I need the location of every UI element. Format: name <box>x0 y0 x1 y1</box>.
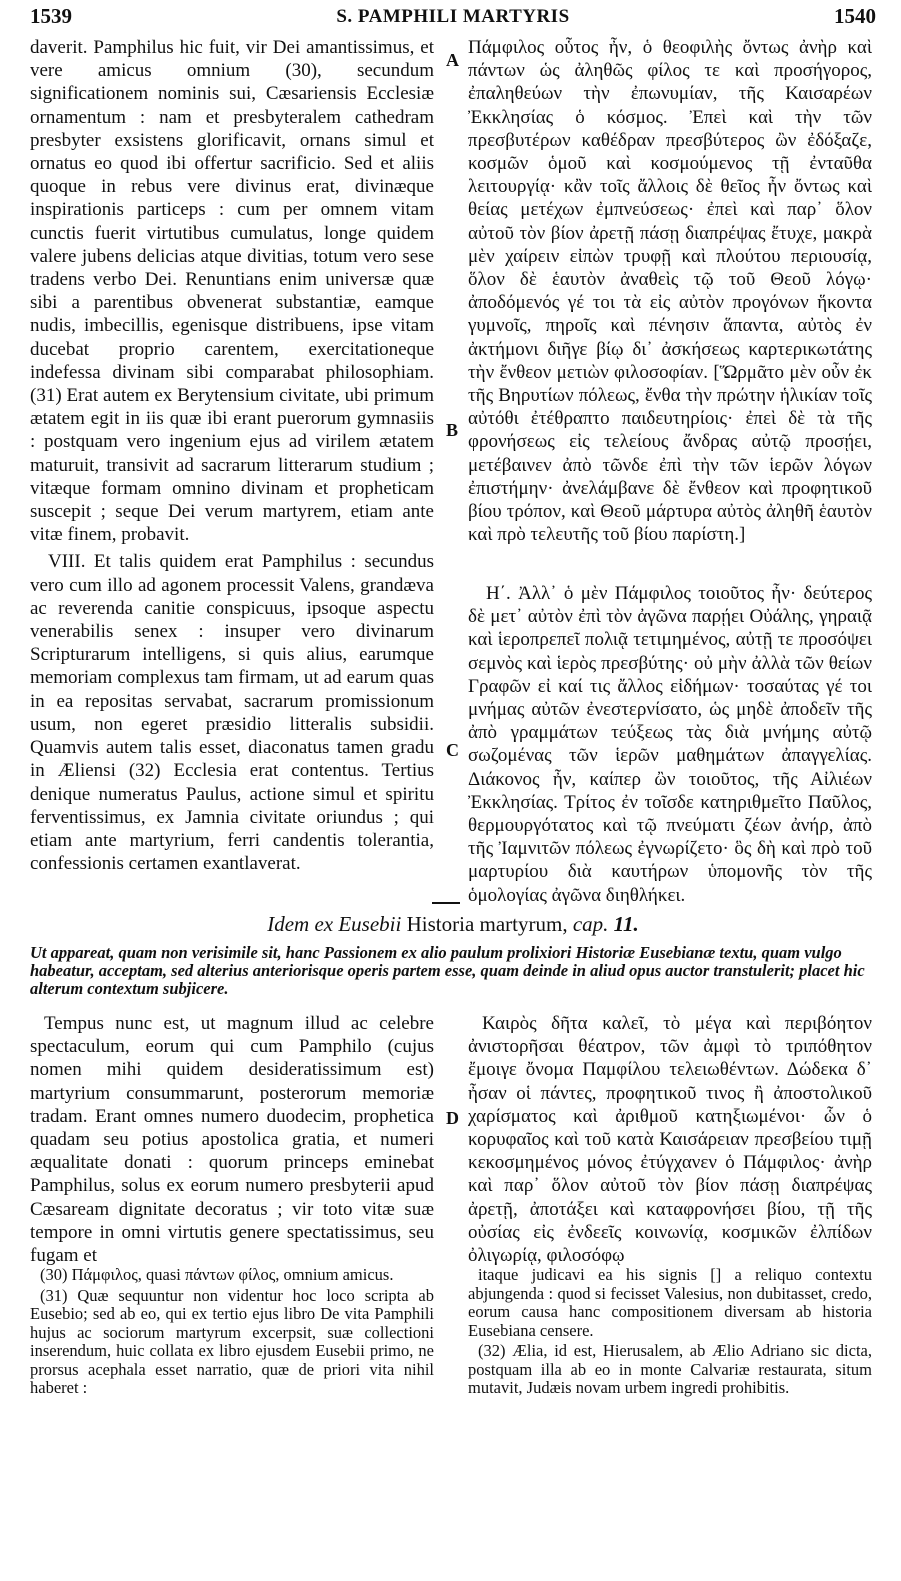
latin-paragraph: Tempus nunc est, ut magnum illud ac celebre spectaculum, eorum qui cum Pamphilo (cujus nomen mihi quidem desideratissimum est) martyrium consummarunt, posterorum memoriæ tradam. Erant omnes numero duodecim, prophetica quadam seu potius apostolica gratia, et numeri æqualitate donati : quorum princeps eminebat Pamphilus, solus ex eorum numero presbyterii apud Cæsaream dignitate decoratus ; vir toto vitæ suæ tempore in omni virtutis genere spectatissimus, seu fugam et <box>30 1013 434 1267</box>
running-title: S. PAMPHILI MARTYRIS <box>336 6 570 27</box>
latin-paragraph: daverit. Pamphilus hic fuit, vir Dei amantissimus, et vere amicus omnium (30), secundum significationem nominis sui, Cæsariensis Ecclesiæ ornamentum : nam et presbyteralem cathedram presbyter exsistens glorificavit, ornans simul et ornatus eo quod ibi offertur sacrificio. Sed et aliis quoque in rebus vere divinus erat, divinæque inspirationis particeps : cum per omnem vitam cunctis fuerit virtutibus cumulatus, longe quidem valere jubens delicias atque divitias, totum vero sese tradens verbo Dei. Renuntians enim universæ quæ sibi a parentibus obvenerat substantiæ, eamque nudis, imbecillis, egenisque distribuens, ipse vitam ducebat proprio carentem, exercitationeque indefessa divinam sibi comparabat philosophiam. (31) Erat autem ex Berytensium civitate, ubi primum ætatem egit in iis quæ ibi erant puerorum gymnasiis : postquam vero ingenium ejus ad virilem ætatem maturuit, transivit ad sacrarum litterarum studium ; vitæque formam omnino divinam et propheticam suscepit ; seque Dei verum martyrem, etiam ante vitæ finem, probavit. <box>30 37 434 546</box>
page-number-left: 1539 <box>30 4 72 28</box>
greek-paragraph: Η΄. Ἀλλ᾽ ὁ μὲν Πάμφιλος τοιοῦτος ἦν· δεύτερος δὲ μετ᾽ αὐτὸν ἐπὶ τὸν ἀγῶνα παρῄει Οὐάλης, γηραιᾷ καὶ ἱεροπρεπεῖ πολιᾷ τετιμημένος, αὐτῇ τε προσόψει σεμνὸς καὶ ἱερὸς πρεσβύτης· οὐ μὴν ἀλλὰ τῶν θείων Γραφῶν εἰ καί τις ἄλλος εἰδήμων· τοσαύτας γέ τοι μνήμας αὐτῶν ἐνεστερνίσατο, ὡς μηδὲ ἀποδεῖν τῆς ἀπὸ γραμμάτων τεύξεως τὰς διὰ μνήμης αὐτῷ σωζομένας τῶν ἱερῶν μαθημάτων ἀπαγγελίας. Διάκονος ἦν, καίπερ ὢν τοιοῦτος, τῆς Αἰλιέων Ἐκκλησίας. Τρίτος ἐν τοῖσδε κατηριθμεῖτο Παῦλος, θερμουργότατος καὶ τῷ πνεύματι ζέων ἀνήρ, ἀπὸ τῆς Ἰαμνιτῶν πόλεως ἐγνωρίζετο· ὃς δὴ καὶ πρὸ τοῦ μαρτυρίου διὰ καυτήρων ὑπομονῆς τὸν τῆς ὁμολογίας ἀγῶνα διηθλήκει. <box>468 583 872 906</box>
greek-column-top <box>468 36 872 546</box>
latin-paragraph: VIII. Et talis quidem erat Pamphilus : secundus vero cum illo ad agonem processit Valens, grandæva ac reverenda canitie conspicuus, ipsoque aspectu venerabilis senex : insuper vero divinarum Scripturarum intelligens, si quis alius, earumque memoriam complexus tam firmam, ut ad earum quas in ea repositas servabat, sacrarum promissionum usum, non egeret præsidio litteralis subsidii. Quamvis autem talis esset, diaconatus tamen gradu in Æliensi (32) Ecclesia erat contentus. Tertius denique numeratus Paulus, actione simul et spiritu ferventissimus, ex Jamnia civitate oriundus ; qui etiam ante martyrium, ferri candentis tolerantia, confessionis certamen exantlaverat. <box>30 551 434 875</box>
footnote-30: (30) Πάμφιλος, quasi πάντων φίλος, omnium amicus. <box>40 1265 394 1284</box>
heading-roman-part: Historia martyrum, <box>406 912 568 936</box>
footnotes-right <box>468 1266 872 1400</box>
section-heading <box>30 912 876 937</box>
footnotes-left <box>30 1266 434 1400</box>
heading-cap: cap. <box>572 912 609 936</box>
section-divider <box>432 902 460 904</box>
footnote-31-continued: itaque judicavi ea his signis [] a reliquo contextu abjungenda : quod si fecisset Valesius, non dubitasset, credo, eorum causa hanc compositionem diversam ab historia Eusebiana censere. <box>468 1265 872 1340</box>
heading-chapter-number: 11. <box>613 912 639 936</box>
margin-letter-a: A <box>446 50 459 70</box>
greek-column-top-section-2 <box>468 582 872 907</box>
margin-letter-b: B <box>446 420 459 440</box>
footnote-32: (32) Ælia, id est, Hierusalem, ab Ælio Adriano sic dicta, postquam illa ab eo in monte Calvariæ restaurata, situm mutavit, Judæis novam urbem ingredi prohibitis. <box>468 1341 872 1397</box>
latin-column-bottom <box>30 1012 434 1267</box>
greek-column-bottom <box>468 1012 872 1267</box>
latin-column-top <box>30 36 434 875</box>
margin-letter-c: C <box>446 740 459 760</box>
running-header <box>30 4 876 34</box>
greek-paragraph: Καιρὸς δῆτα καλεῖ, τὸ μέγα καὶ περιβόητον ἀνιστορῆσαι θέατρον, τῶν ἀμφὶ τὸ τριπόθητον ἔμοιγε ὄνομα Παμφίλου τελειωθέντων. Δώδεκα δ᾽ ἦσαν οἱ πάντες, προφητικοῦ τινος ἢ ἀποστολικοῦ χαρίσματος καὶ ἀριθμοῦ κατηξιωμένοι· ὧν ὁ κορυφαῖος καὶ τοῦ κατὰ Καισάρειαν πρεσβείου τιμῇ κεκοσμημένος μόνος ἐτύγχανεν ὁ Πάμφιλος· ἀνὴρ καὶ παρ᾽ ὅλον αὐτοῦ τὸν βίον πάσῃ διαπρέψας ἀρετῇ, ἀποτάξει καὶ καταφρονήσει βίου, τῇ τῆς οὐσίας εἰς ἐνδεεῖς κοινωνίᾳ, κοσμικῶν ἐλπίδων ὀλιγωρίᾳ, φιλοσόφῳ <box>468 1013 872 1267</box>
section-intro: Ut appareat, quam non verisimile sit, hanc Passionem ex alio paulum prolixiori Historiæ Eusebianæ textu, quam vulgo habeatur, acceptam, sed alterius anteriorisque operis partem esse, quam deinde in aliud opus auctor transtulerit; placet hic alterum contextum subjicere. <box>30 943 865 998</box>
page-number-right: 1540 <box>834 4 876 28</box>
heading-italic-part: Idem ex Eusebii <box>267 912 402 936</box>
footnote-31: (31) Quæ sequuntur non videntur hoc loco scripta ab Eusebio; sed ab eo, qui ex tertio ejus libro De vita Pamphili hujus ac sociorum martyrum excerpsit, suæ collectioni inserendum, huic collata ex libro ejusdem Eusebii primo, ne prorsus acephala esset narratio, quæ de priori vita nihil haberet : <box>30 1285 434 1397</box>
margin-letter-d: D <box>446 1108 459 1128</box>
greek-paragraph: Πάμφιλος οὗτος ἦν, ὁ θεοφιλὴς ὄντως ἀνὴρ καὶ πάντων ὡς ἀληθῶς φίλος τε καὶ προσήγορος, ἐπαληθεύων τὴν ἐπωνυμίαν, τῆς Καισαρέων Ἐκκλησίας ὁ κόσμος. Ἐπεὶ καὶ τὴν τῶν πρεσβυτέρων καθέδραν πρεσβύτερος ὢν ἐδόξαζε, κοσμῶν ὁμοῦ καὶ κοσμούμενος τῇ ἐνταῦθα λειτουργίᾳ· κἂν τοῖς ἄλλοις δὲ θεῖος ἦν ὄντως καὶ θείας μετέχων ἐμπνεύσεως· ἐπεὶ καὶ παρ᾽ ὅλον αὐτοῦ τὸν βίον ἀρετῇ πάσῃ διαπρέψας ἔτυχε, μακρὰ μὲν χαίρειν εἰπὼν τρυφῇ καὶ πλούτου περιουσίᾳ, ὅλον δὲ ἑαυτὸν ἀναθεὶς τῷ τοῦ Θεοῦ λόγῳ· ἀποδόμενός γέ τοι τὰ εἰς αὐτὸν προγόνων ἥκοντα γυμνοῖς, πηροῖς καὶ πένησιν ἅπαντα, αὐτὸς ἐν ἀκτήμονι διῆγε βίῳ δι᾽ ἀσκήσεως καρτερικωτάτης τὴν ἔνθεον μετιὼν φιλοσοφίαν. [Ὥρμᾶτο μὲν οὖν ἐκ τῆς Βηρυτίων πόλεως, ἔνθα τὴν πρώτην ἡλικίαν τοῖς αὐτόθι ἐτέθραπτο παιδευτηρίοις· ἐπεὶ δὲ τὰ τῆς φρονήσεως εἰς τελείους ἄνδρας αὐτῷ προσῄει, μετέβαινεν ἀπὸ τῶνδε ἐπὶ τὴν τῶν ἱερῶν λόγων ἐπιστήμην· ἀνελάμβανε δὲ ἔνθεον καὶ προφητικοῦ βίου τρόπον, καὶ Θεοῦ μάρτυρα αὐτὸς ἀληθῆ ἑαυτὸν καὶ πρὸ τελευτῆς τοῦ βίου παρίστη.] <box>468 37 872 546</box>
